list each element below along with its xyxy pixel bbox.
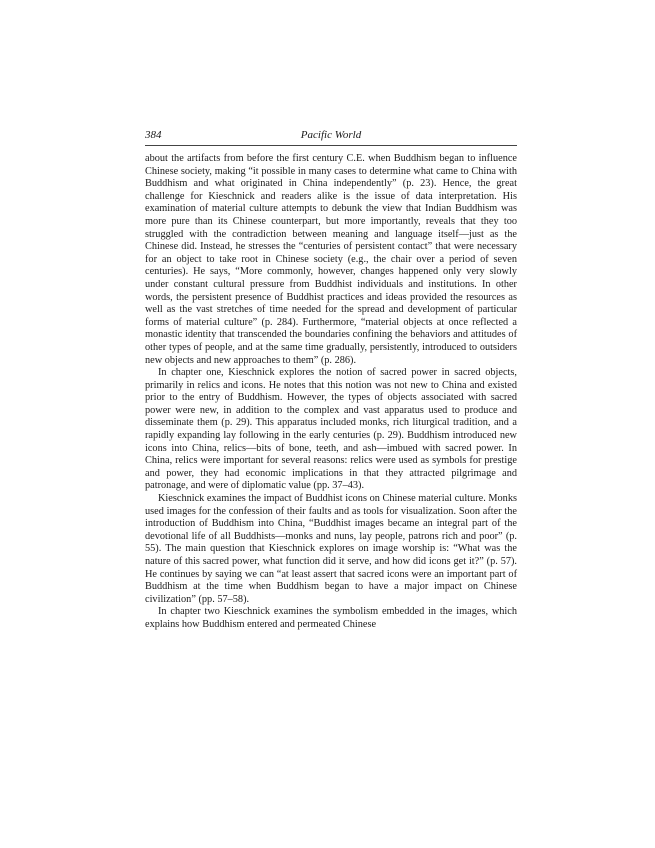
paragraph: In chapter two Kieschnick examines the symbolism embedded in the images, which explains how Buddhism entered and permeated Chinese <box>145 606 517 630</box>
paragraph: In chapter one, Kieschnick explores the notion of sacred power in sacred objects, primarily in relics and icons. He notes that this notion was not new to China and existed prior to the entry of Buddhism. However, the types of objects associated with sacred power were new, in addition to the complex and vast apparatus used to produce and disseminate them (p. 29). This apparatus included monks, rich liturgical tradition, and a rapidly expanding lay following in the early centuries (p. 29). Buddhism introduced new icons into China, relics—bits of bone, teeth, and ash—imbued with sacred power. In China, relics were important for several reasons: relics were used as symbols for prestige and power, they had economic implications in that they attracted pilgrimage and patronage, and were of diplomatic value (pp. 37–43). <box>145 367 517 492</box>
body-text <box>145 153 517 632</box>
paragraph: about the artifacts from before the first century C.E. when Buddhism began to influence Chinese society, making “it possible in many cases to determine what came to China with Buddhism and what originated in China independently” (p. 23). Hence, the great challenge for Kieschnick and readers alike is the issue of data interpretation. His examination of material culture attempts to debunk the view that Indian Buddhism was more pure than its Chinese counterpart, but more importantly, reveals that they too struggled with the contradiction between meaning and language itself—just as the Chinese did. Instead, he stresses the “centuries of persistent contact” that were necessary for an object to take root in Chinese society (e.g., the chair over a period of seven centuries). He says, “More commonly, however, changes happened only very slowly under constant cultural pressure from Buddhist individuals and institutions. In other words, the persistent presence of Buddhist practices and ideas provided the resources as well as the vast stretches of time needed for the spread and development of particular forms of material culture” (p. 284). Furthermore, “material objects at once reflected a monastic identity that transcended the boundaries confining the behaviors and attitudes of other types of people, and at the same time gradually, persistently, introduced to outsiders new objects and new approaches to them” (p. 286). <box>145 153 517 366</box>
page-number: 384 <box>145 129 162 141</box>
journal-title: Pacific World <box>300 129 362 141</box>
paragraph: Kieschnick examines the impact of Buddhist icons on Chinese material culture. Monks used images for the confession of their faults and as tools for visualization. Soon after the introduction of Buddhism into China, “Buddhist images became an integral part of the devotional life of all Buddhists—monks and nuns, lay people, patrons rich and poor” (p. 55). The main question that Kieschnick explores on image worship is: “What was the nature of this sacred power, what function did it serve, and how did icons get it?” (p. 57). He continues by saying we can “at least assert that sacred icons were an important part of Buddhism at the time when Buddhism began to have a major impact on Chinese civilization” (pp. 57–58). <box>145 493 517 605</box>
running-header <box>145 127 517 146</box>
page-content <box>145 127 517 632</box>
